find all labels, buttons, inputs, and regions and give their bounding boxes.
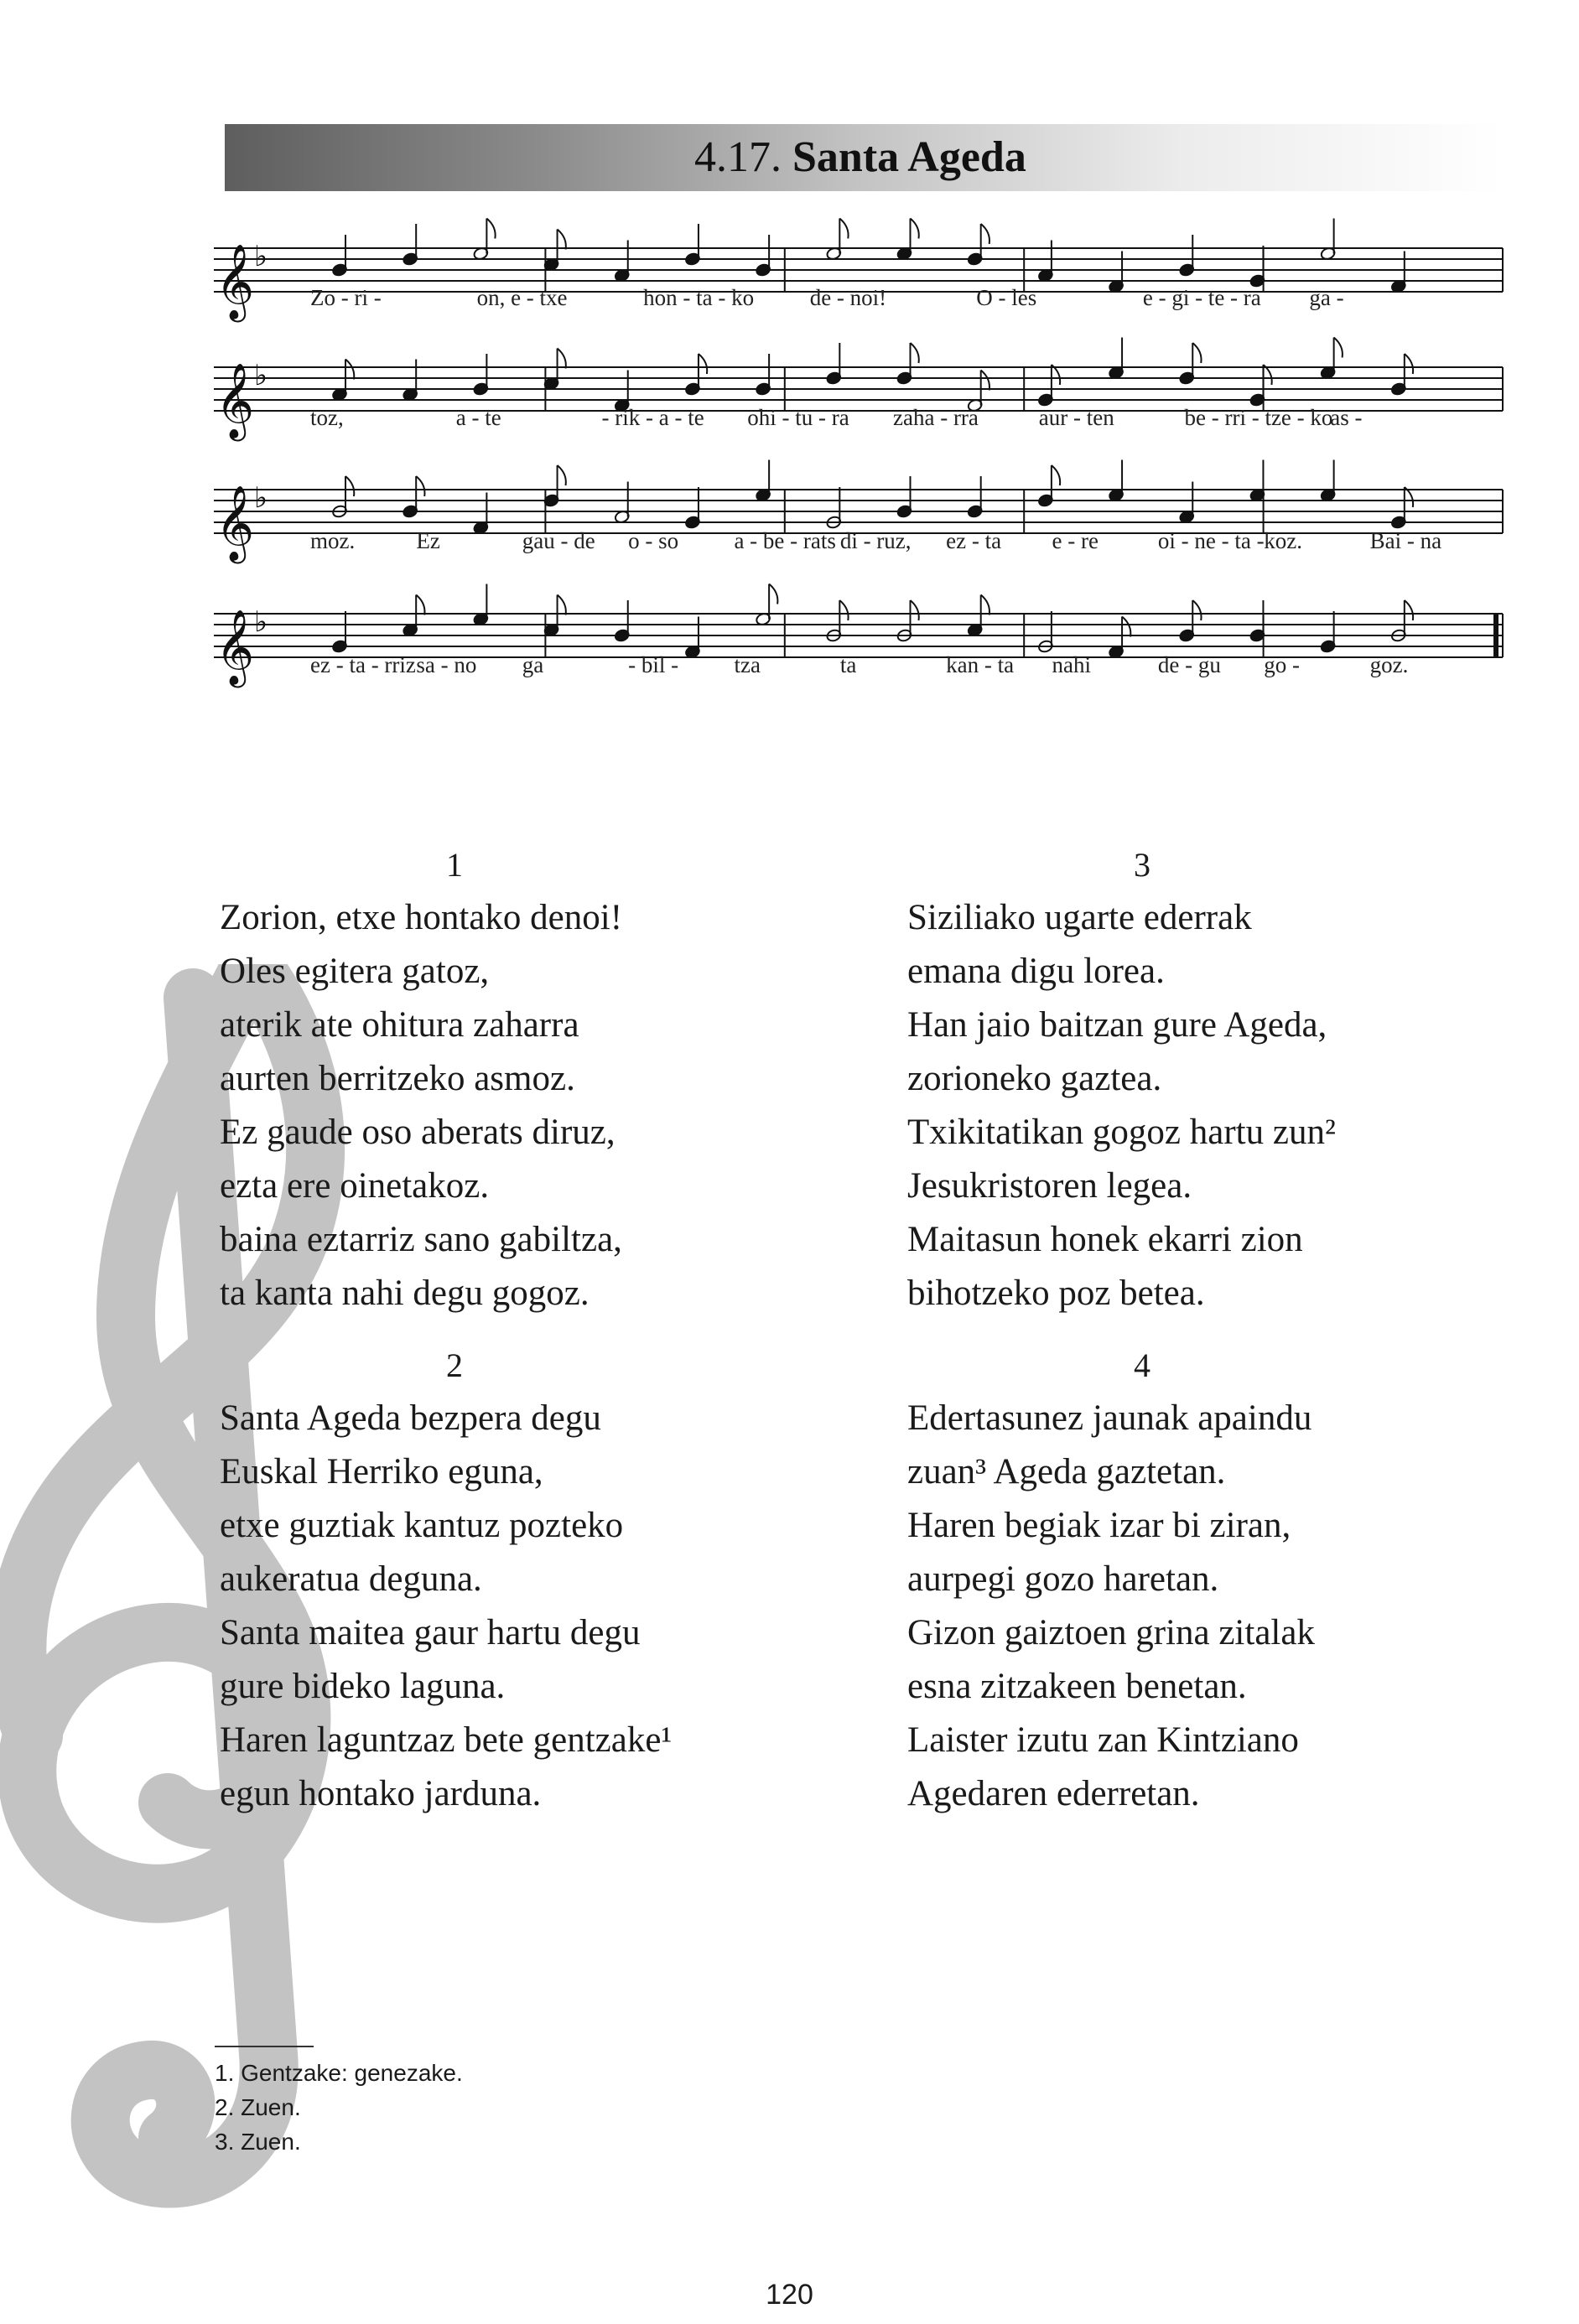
verse-line: emana digu lorea.: [907, 952, 1165, 991]
verse-line: Gizon gaiztoen grina zitalak: [907, 1613, 1315, 1652]
lyric-syllables: aur - ten: [1038, 405, 1114, 430]
note-flag: [345, 476, 354, 496]
verse-line: bihotzeko poz betea.: [907, 1274, 1205, 1313]
verse-line: Maitasun honek ekarri zion: [907, 1220, 1303, 1259]
verse-line: Haren laguntzaz bete gentzake¹: [220, 1720, 673, 1760]
note-flag: [981, 371, 989, 391]
treble-clef-icon: 𝄞: [216, 610, 255, 685]
lyric-syllables: be - rri - tze - ko: [1184, 405, 1333, 430]
verse-1: [220, 845, 765, 1320]
lyric-syllables: ta: [839, 652, 857, 677]
lyric-syllables: hon - ta - ko: [643, 285, 755, 310]
verse-4: [907, 1346, 1452, 1821]
verse-line: Ez gaude oso aberats diruz,: [220, 1113, 615, 1152]
verse-line: Jesukristoren legea.: [907, 1166, 1192, 1206]
note-flag: [911, 343, 919, 363]
note-flag: [416, 476, 424, 496]
lyric-syllables: e - re: [1052, 528, 1099, 553]
note-flag: [558, 465, 566, 485]
lyric-syllables: ga -: [1309, 285, 1344, 310]
lyric-syllables: Ez: [416, 528, 440, 553]
verse-2: [220, 1346, 765, 1821]
lyric-syllables: sa - no: [416, 652, 477, 677]
lyric-syllables: tza: [734, 652, 761, 677]
lyric-syllables: Zo - ri -: [310, 285, 382, 310]
lyric-syllables: on, e - txe: [476, 285, 568, 310]
verse-line: etxe guztiak kantuz pozteko: [220, 1506, 624, 1545]
lyric-syllables: ga: [522, 652, 544, 677]
lyric-syllables: kan - ta: [946, 652, 1015, 677]
verse-line: zuan³ Ageda gaztetan.: [907, 1452, 1226, 1491]
note-flag: [345, 360, 354, 380]
lyric-syllables: zaha - rra: [893, 405, 979, 430]
verse-line: gure bideko laguna.: [220, 1667, 506, 1706]
lyric-syllables: o - so: [628, 528, 679, 553]
verse-line: Siziliako ugarte ederrak: [907, 898, 1252, 937]
lyric-syllables: di - ruz,: [839, 528, 912, 553]
note-flag: [699, 354, 707, 374]
verse-line: Laister izutu zan Kintziano: [907, 1720, 1299, 1760]
footnotes: [215, 2056, 463, 2159]
flat-sign-icon: ♭: [254, 358, 268, 392]
note-flag: [981, 595, 989, 615]
lyric-syllables: e - gi - te - ra: [1142, 285, 1261, 310]
treble-clef-icon: 𝄞: [216, 485, 255, 561]
lyric-syllables: de - gu: [1157, 652, 1221, 677]
verse-line: Txikitatikan gogoz hartu zun²: [907, 1113, 1336, 1152]
lyric-syllables: de - noi!: [809, 285, 887, 310]
footnote: 3. Zuen.: [215, 2129, 301, 2155]
note-flag: [558, 230, 566, 250]
lyric-syllables: gau - de: [522, 528, 595, 553]
song-name: Santa Ageda: [792, 133, 1026, 181]
treble-clef-icon: 𝄞: [216, 363, 255, 438]
note-flag: [1192, 600, 1201, 620]
note-flag: [769, 584, 777, 604]
song-number: 4.17.: [694, 133, 782, 181]
note-flag: [558, 349, 566, 369]
verse-line: Han jaio baitzan gure Ageda,: [907, 1005, 1327, 1045]
page-number: 120: [766, 2279, 813, 2311]
lyric-syllables: ez - ta - rriz: [310, 652, 416, 677]
verse-line: Edertasunez jaunak apaindu: [907, 1398, 1312, 1438]
lyric-syllables: goz.: [1369, 652, 1409, 677]
verse-line: Haren begiak izar bi ziran,: [907, 1506, 1291, 1545]
note-flag: [1334, 338, 1343, 358]
lyric-syllables: Bai - na: [1369, 528, 1442, 553]
verse-number: 3: [1134, 846, 1150, 884]
verse-line: egun hontako jarduna.: [220, 1774, 542, 1813]
flat-sign-icon: ♭: [254, 604, 268, 639]
note-flag: [416, 595, 424, 615]
lyric-syllables: ez - ta: [946, 528, 1002, 553]
treble-clef-icon: 𝄞: [216, 244, 255, 319]
verse-line: esna zitzakeen benetan.: [907, 1667, 1247, 1706]
note-flag: [1405, 354, 1413, 374]
verse-number: 4: [1134, 1346, 1150, 1384]
note-flag: [558, 595, 566, 615]
flat-sign-icon: ♭: [254, 480, 268, 515]
verse-line: Santa Ageda bezpera degu: [220, 1398, 601, 1438]
verse-line: Santa maitea gaur hartu degu: [220, 1613, 641, 1652]
music-score: [0, 0, 1579, 738]
verse-number: 2: [446, 1346, 463, 1384]
note-flag: [839, 219, 848, 239]
lyric-syllables: - rik - a - te: [601, 405, 704, 430]
lyric-syllables: go -: [1264, 652, 1301, 677]
verse-line: Oles egitera gatoz,: [220, 952, 490, 991]
lyric-syllables: koz.: [1264, 528, 1302, 553]
lyric-syllables: a - te: [455, 405, 501, 430]
flat-sign-icon: ♭: [254, 239, 268, 273]
verse-number: 1: [446, 846, 463, 884]
note-flag: [911, 600, 919, 620]
note-flag: [1192, 343, 1201, 363]
lyric-syllables: moz.: [310, 528, 356, 553]
verse-line: ta kanta nahi degu gogoz.: [220, 1274, 590, 1313]
footnote: 1. Gentzake: genezake.: [215, 2060, 463, 2086]
lyric-syllables: - bil -: [628, 652, 679, 677]
lyric-syllables: O - les: [976, 285, 1037, 310]
note-flag: [1405, 600, 1413, 620]
lyric-syllables: oi - ne - ta -: [1157, 528, 1265, 553]
footnote-rule: [215, 2046, 314, 2047]
footnote: 2. Zuen.: [215, 2094, 301, 2120]
verse-line: aterik ate ohitura zaharra: [220, 1005, 579, 1045]
verse-line: aurpegi gozo haretan.: [907, 1559, 1219, 1599]
note-flag: [486, 219, 495, 239]
lyric-syllables: ohi - tu - ra: [747, 405, 849, 430]
verse-line: Euskal Herriko eguna,: [220, 1452, 543, 1491]
verse-line: aukeratua deguna.: [220, 1559, 482, 1599]
verse-line: zorioneko gaztea.: [907, 1059, 1162, 1098]
note-flag: [1052, 465, 1060, 485]
verse-line: aurten berritzeko asmoz.: [220, 1059, 575, 1098]
verse-line: Agedaren ederretan.: [907, 1774, 1200, 1813]
note-flag: [839, 600, 848, 620]
verse-3: [907, 845, 1452, 1320]
lyric-syllables: as -: [1330, 405, 1363, 430]
note-flag: [911, 219, 919, 239]
verse-line: ezta ere oinetakoz.: [220, 1166, 490, 1206]
verse-line: baina eztarriz sano gabiltza,: [220, 1220, 622, 1259]
lyric-syllables: a - be - rats: [734, 528, 836, 553]
lyric-syllables: toz,: [310, 405, 344, 430]
verse-line: Zorion, etxe hontako denoi!: [220, 898, 623, 937]
note-flag: [981, 224, 989, 244]
lyric-syllables: nahi: [1052, 652, 1092, 677]
note-flag: [1122, 617, 1130, 637]
